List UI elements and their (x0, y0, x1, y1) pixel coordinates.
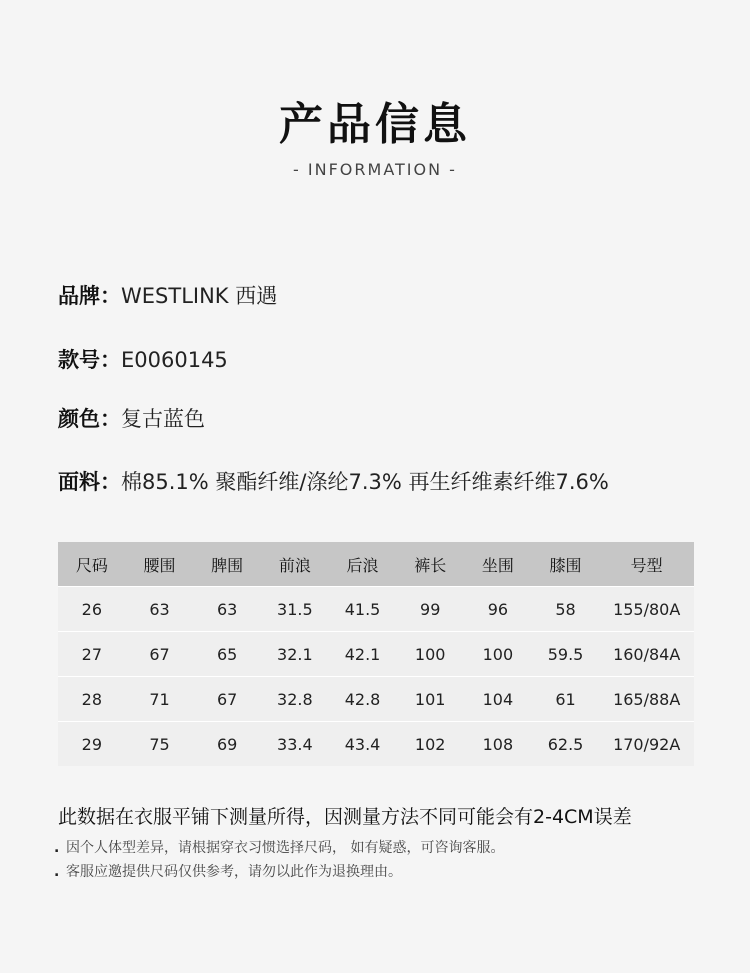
table-cell: 41.5 (329, 587, 397, 632)
table-cell: 42.1 (329, 632, 397, 677)
table-cell: 71 (126, 677, 194, 722)
table-cell: 100 (464, 632, 532, 677)
style-label: 款号： (58, 348, 121, 372)
table-cell: 100 (396, 632, 464, 677)
color-value: 复古蓝色 (121, 407, 205, 431)
table-cell: 33.4 (261, 722, 329, 767)
page-title: 产品信息 (279, 99, 471, 150)
table-cell: 62.5 (532, 722, 600, 767)
info-color (58, 403, 205, 433)
table-cell: 28 (58, 677, 126, 722)
table-cell: 31.5 (261, 587, 329, 632)
table-cell: 65 (193, 632, 261, 677)
note-text: 客服应邀提供尺码仅供参考，请勿以此作为退换理由。 (66, 864, 402, 880)
table-cell: 165/88A (599, 677, 694, 722)
table-cell: 160/84A (599, 632, 694, 677)
style-value: E0060145 (121, 348, 228, 372)
header-cell: 坐围 (464, 542, 532, 587)
header-cell: 号型 (599, 542, 694, 587)
table-cell: 104 (464, 677, 532, 722)
fabric-label: 面料： (58, 470, 121, 494)
table-row (58, 632, 694, 677)
table-cell: 27 (58, 632, 126, 677)
info-style-number (58, 344, 228, 374)
color-label: 颜色： (58, 407, 121, 431)
table-cell: 29 (58, 722, 126, 767)
table-row (58, 587, 694, 632)
header-cell: 尺码 (58, 542, 126, 587)
table-cell: 61 (532, 677, 600, 722)
size-table (58, 542, 694, 766)
bullet-dot: . (54, 864, 60, 880)
table-row (58, 722, 694, 767)
header-cell: 膝围 (532, 542, 600, 587)
table-row (58, 677, 694, 722)
table-cell: 75 (126, 722, 194, 767)
table-cell: 63 (193, 587, 261, 632)
info-fabric (58, 466, 609, 496)
brand-label: 品牌： (58, 284, 121, 308)
header-cell: 裤长 (396, 542, 464, 587)
brand-value: WESTLINK 西遇 (121, 284, 278, 308)
size-table-header (58, 542, 694, 587)
table-cell: 42.8 (329, 677, 397, 722)
page-subtitle: - INFORMATION - (293, 160, 457, 179)
header-cell: 前浪 (261, 542, 329, 587)
table-cell: 102 (396, 722, 464, 767)
table-cell: 67 (193, 677, 261, 722)
table-cell: 63 (126, 587, 194, 632)
table-cell: 96 (464, 587, 532, 632)
table-cell: 59.5 (532, 632, 600, 677)
table-cell: 155/80A (599, 587, 694, 632)
list-item (54, 861, 402, 881)
bullet-dot: . (54, 840, 60, 856)
table-cell: 32.8 (261, 677, 329, 722)
table-cell: 108 (464, 722, 532, 767)
note-text: 因个人体型差异，请根据穿衣习惯选择尺码， 如有疑惑，可咨询客服。 (66, 840, 505, 856)
table-cell: 58 (532, 587, 600, 632)
table-cell: 101 (396, 677, 464, 722)
table-cell: 26 (58, 587, 126, 632)
header-cell: 脾围 (193, 542, 261, 587)
header-cell: 后浪 (329, 542, 397, 587)
list-item (54, 837, 504, 857)
fabric-value: 棉85.1% 聚酯纤维/涤纶7.3% 再生纤维素纤维7.6% (121, 470, 609, 494)
info-brand (58, 280, 277, 310)
table-cell: 67 (126, 632, 194, 677)
table-cell: 43.4 (329, 722, 397, 767)
table-cell: 32.1 (261, 632, 329, 677)
measurement-note: 此数据在衣服平铺下测量所得，因测量方法不同可能会有2-4CM误差 (58, 806, 632, 828)
table-cell: 170/92A (599, 722, 694, 767)
table-cell: 69 (193, 722, 261, 767)
table-cell: 99 (396, 587, 464, 632)
header-cell: 腰围 (126, 542, 194, 587)
